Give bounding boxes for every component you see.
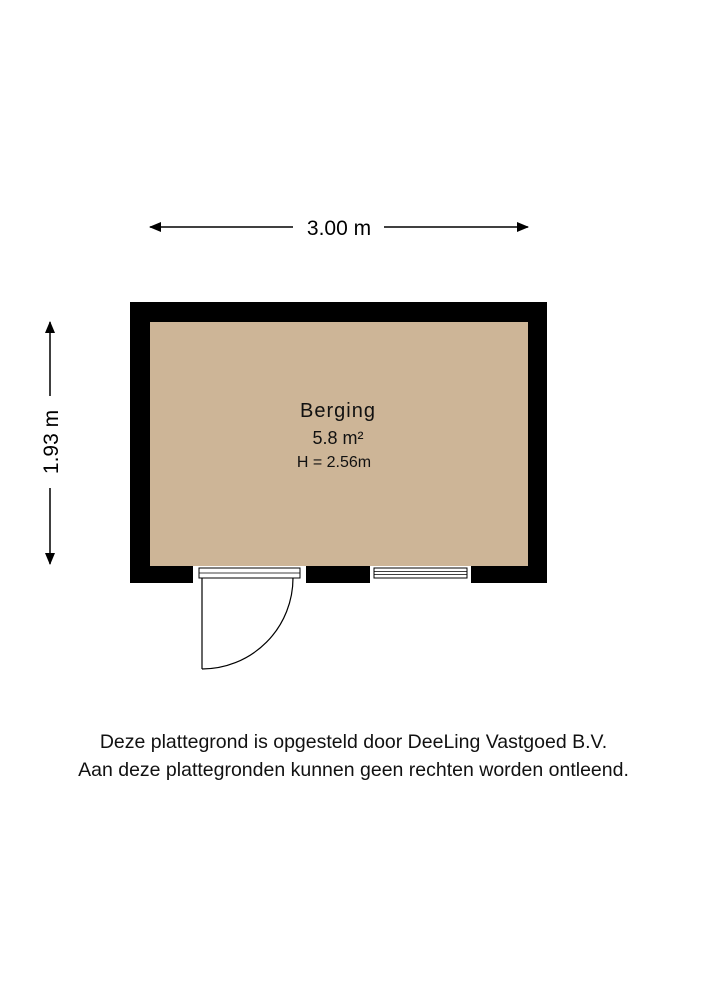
door <box>193 566 306 669</box>
window-frame <box>374 568 467 578</box>
height-dimension-label: 1.93 m <box>40 409 63 475</box>
window <box>370 566 471 583</box>
width-dimension-label: 3.00 m <box>306 217 372 240</box>
door-swing-arc <box>202 578 293 669</box>
room-height: H = 2.56m <box>296 454 372 471</box>
height-dimension <box>40 322 63 564</box>
room-name: Berging <box>300 400 376 422</box>
room-area: 5.8 m² <box>312 428 364 448</box>
disclaimer-line-2: Aan deze plattegronden kunnen geen rechten worden ontleend. <box>78 759 629 781</box>
disclaimer-line-1: Deze plattegrond is opgesteld door DeeLing Vastgoed B.V. <box>99 731 608 753</box>
width-dimension <box>150 217 528 240</box>
